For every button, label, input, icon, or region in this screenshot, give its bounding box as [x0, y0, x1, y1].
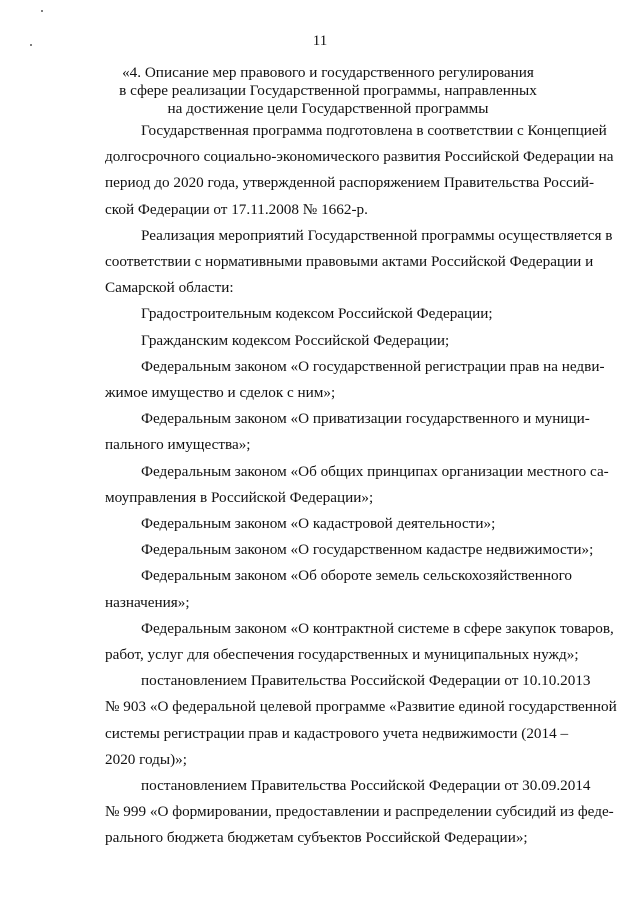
paragraph: [69, 406, 590, 458]
paragraph: [69, 668, 617, 773]
paragraph: [69, 773, 614, 852]
text-line: № 903 «О федеральной целевой программе «Развитие единой государственной: [105, 698, 617, 716]
paragraph: [69, 563, 573, 615]
paragraph: [69, 223, 613, 302]
paragraph: [69, 537, 594, 563]
text-line: моуправления в Российской Федерации»;: [105, 488, 374, 506]
text-line: долгосрочного социально-экономического развития Российской Федерации на: [105, 148, 614, 166]
text-line: Градостроительным кодексом Российской Федерации;: [141, 305, 493, 323]
text-line: Федеральным законом «О приватизации государственного и муници-: [141, 410, 590, 428]
heading-line: в сфере реализации Государственной программы, направленных: [119, 82, 537, 99]
paragraph: [69, 118, 614, 223]
text-line: Самарской области:: [105, 279, 234, 297]
text-line: пального имущества»;: [105, 436, 251, 454]
text-line: Федеральным законом «Об обороте земель сельскохозяйственного: [141, 567, 573, 585]
text-line: ской Федерации от 17.11.2008 № 1662-р.: [105, 200, 368, 218]
paragraph: [69, 459, 609, 511]
page-number: 11: [312, 33, 328, 49]
section-heading: [108, 64, 548, 118]
text-line: постановлением Правительства Российской Федерации от 30.09.2014: [141, 777, 591, 795]
heading-line: на достижение цели Государственной программы: [167, 100, 489, 117]
paragraph: [69, 511, 553, 537]
text-line: постановлением Правительства Российской Федерации от 10.10.2013: [141, 672, 591, 690]
text-line: период до 2020 года, утвержденной распоряжением Правительства Россий-: [105, 174, 595, 192]
text-line: рального бюджета бюджетам субъектов Российской Федерации»;: [105, 829, 528, 847]
text-line: Федеральным законом «О государственной регистрации прав на недви-: [141, 357, 605, 375]
text-line: Реализация мероприятий Государственной программы осуществляется в: [141, 226, 613, 244]
text-line: Гражданским кодексом Российской Федерации;: [141, 331, 450, 349]
text-line: работ, услуг для обеспечения государственных и муниципальных нужд»;: [105, 646, 579, 664]
paragraph: [69, 328, 553, 354]
text-line: Федеральным законом «О государственном кадастре недвижимости»;: [141, 541, 594, 559]
text-line: Федеральным законом «О контрактной системе в сфере закупок товаров,: [141, 619, 614, 637]
text-line: жимое имущество и сделок с ним»;: [105, 384, 336, 402]
text-line: № 999 «О формировании, предоставлении и распределении субсидий из феде-: [105, 803, 614, 821]
text-line: Федеральным законом «О кадастровой деятельности»;: [141, 515, 496, 533]
scan-speck: [41, 10, 43, 12]
text-line: системы регистрации прав и кадастрового учета недвижимости (2014 –: [105, 724, 569, 742]
paragraph: [69, 616, 614, 668]
text-line: Государственная программа подготовлена в соответствии с Концепцией: [141, 122, 607, 139]
text-line: соответствии с нормативными правовыми актами Российской Федерации и: [105, 253, 594, 271]
paragraph: [69, 354, 605, 406]
paragraph: [69, 301, 553, 327]
text-line: назначения»;: [105, 593, 190, 611]
text-line: 2020 годы)»;: [105, 750, 187, 768]
text-line: Федеральным законом «Об общих принципах организации местного са-: [141, 462, 609, 480]
document-body: [69, 118, 617, 852]
heading-line: «4. Описание мер правового и государственного регулирования: [122, 64, 534, 81]
